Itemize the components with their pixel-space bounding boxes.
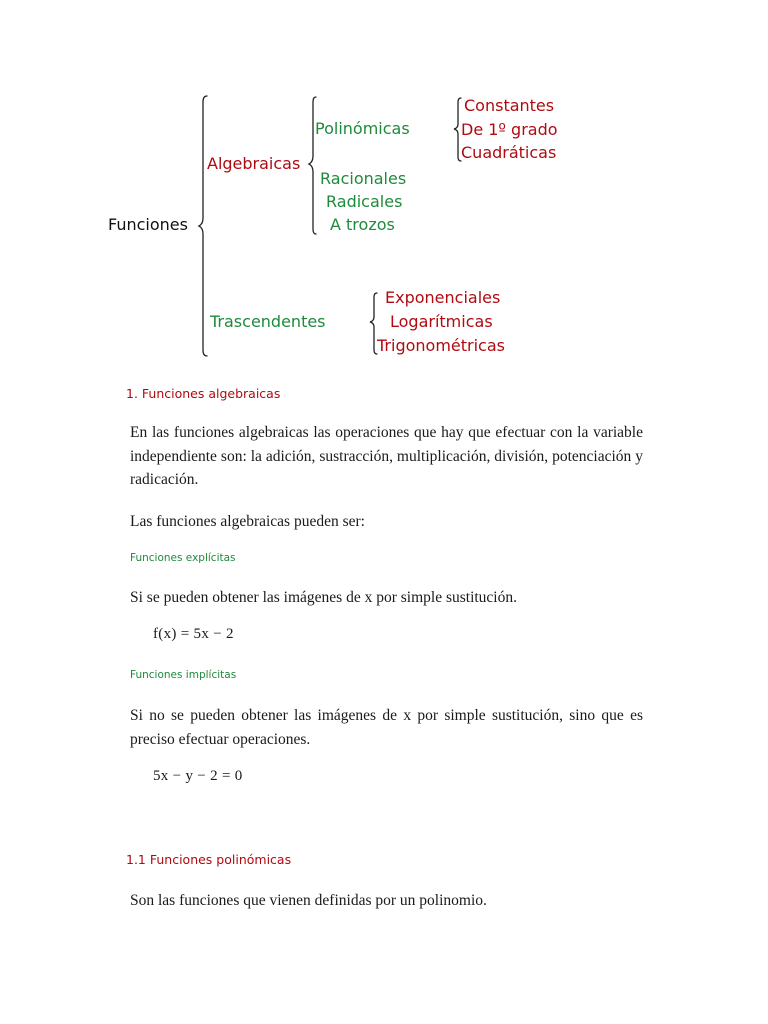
diagram-node-polinomicas: Polinómicas	[315, 119, 410, 138]
paragraph-intro: Las funciones algebraicas pueden ser:	[130, 513, 365, 530]
formula-explicit: f(x) = 5x − 2	[153, 626, 234, 642]
diagram-leaf-constantes: Constantes	[464, 96, 555, 115]
diagram-leaf-de-1-grado: De 1º grado	[461, 120, 558, 139]
subheading-funciones-explicitas: Funciones explícitas	[130, 552, 236, 564]
paragraph-explicit: Si se pueden obtener las imágenes de x por simple sustitución.	[130, 589, 517, 606]
diagram-node-radicales: Radicales	[326, 192, 403, 211]
diagram-root-funciones: Funciones	[108, 215, 188, 234]
subheading-funciones-implicitas: Funciones implícitas	[130, 669, 237, 681]
diagram-node-algebraicas: Algebraicas	[207, 154, 301, 173]
brace-trascendentes	[370, 293, 377, 354]
paragraph-polinomicas: Son las funciones que vienen definidas por un polinomio.	[130, 892, 487, 909]
diagram-leaf-cuadraticas: Cuadráticas	[461, 143, 557, 162]
diagram-node-trascendentes: Trascendentes	[210, 312, 326, 331]
classification-diagram-braces	[0, 0, 768, 380]
diagram-leaf-trigonometricas: Trigonométricas	[377, 336, 505, 355]
diagram-node-racionales: Racionales	[320, 169, 407, 188]
diagram-leaf-logaritmicas: Logarítmicas	[390, 312, 493, 331]
diagram-leaf-exponenciales: Exponenciales	[385, 288, 501, 307]
section-heading-funciones-polinomicas: 1.1 Funciones polinómicas	[126, 852, 292, 867]
brace-polinomicas	[454, 98, 461, 161]
formula-implicit: 5x − y − 2 = 0	[153, 768, 243, 784]
brace-algebraicas	[309, 97, 316, 234]
brace-funciones	[199, 96, 207, 356]
section-heading-funciones-algebraicas: 1. Funciones algebraicas	[126, 386, 281, 401]
diagram-node-a-trozos: A trozos	[330, 215, 395, 234]
paragraph-algebraic-operations: En las funciones algebraicas las operaciones que hay que efectuar con la variable independiente son: la adición, sustracción, multiplicación, división, potenciación y radicación.	[130, 424, 643, 488]
paragraph-implicit: Si no se pueden obtener las imágenes de x por simple sustitución, sino que es preciso efectuar operaciones.	[130, 707, 643, 748]
